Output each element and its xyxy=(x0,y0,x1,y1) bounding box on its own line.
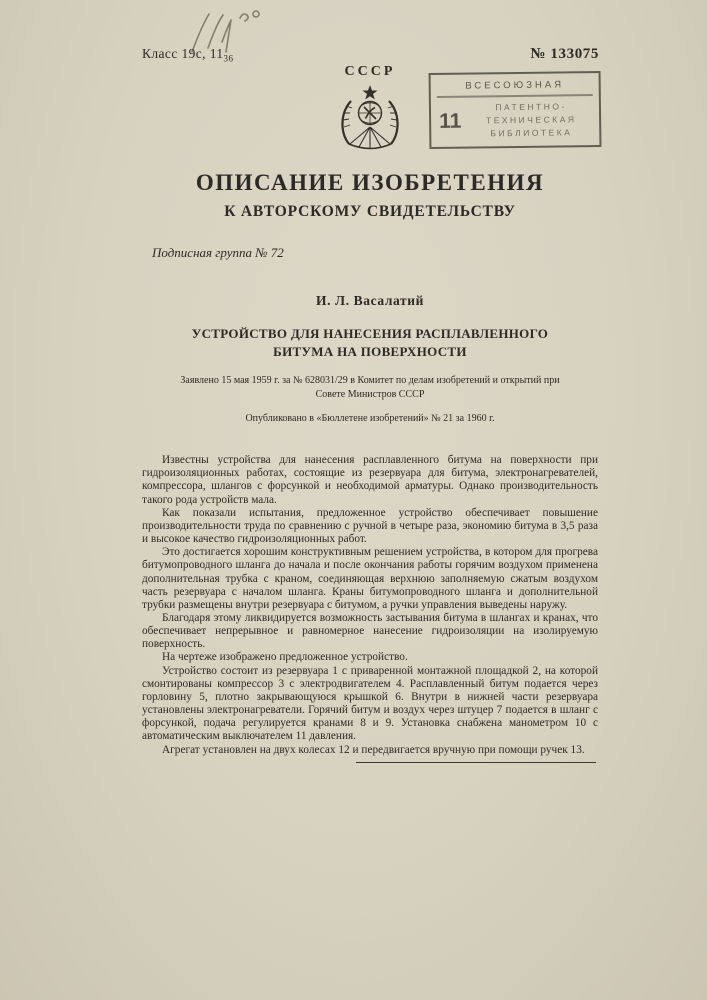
publication-info: Опубликовано в «Бюллетене изобретений» № 21 за 1960 г. xyxy=(245,413,495,425)
document-title: ОПИСАНИЕ ИЗОБРЕТЕНИЯ xyxy=(195,170,545,195)
paragraph: Устройство состоит из резервуара 1 с приваренной монтажной площадкой 2, на которой смонтированы компрессор 3 с электродвигателем 4. Расплавленный битум подается через горловину 5, плотно закрывающуюся крышкой 6. Внутри в нижней части резервуара установлены электронагреватели. Горячий битум и воздух через штуцер 7 подается в шланг с форсункой, подача регулируется кранами 8 и 9. Установка снабжена манометром 10 с автоматическим выключателем 11 давления. xyxy=(142,664,598,743)
patent-body xyxy=(142,454,598,757)
document-content xyxy=(142,0,598,763)
stamp-line: ТЕХНИЧЕСКАЯ xyxy=(485,114,577,126)
stamp-number: 11 xyxy=(438,109,462,133)
subscription-group: Подписная группа № 72 xyxy=(152,245,284,260)
paragraph: Благодаря этому ликвидируется возможность застывания битума в шлангах и кранах, что обеспечивает непрерывное и равномерное нанесение гидроизоляции на изолируемую поверхность. xyxy=(142,611,598,651)
invention-title: УСТРОЙСТВО ДЛЯ НАНЕСЕНИЯ РАСПЛАВЛЕННОГО БИТУМА НА ПОВЕРХНОСТИ xyxy=(191,326,549,359)
paragraph: Агрегат установлен на двух колесах 12 и передвигается вручную при помощи ручек 13. xyxy=(162,743,585,756)
paragraph: Известны устройства для нанесения расплавленного битума на поверхности при гидроизоляционных работах, состоящие из резервуара для битума, электронагревателей, компрессора, шлангов с форсункой и необходимой арматуры. Однако производительность такого рода устройств мала. xyxy=(142,454,598,506)
filing-info: Заявлено 15 мая 1959 г. за № 628031/29 в Комитет по делам изобретений и открытий при Совете Министров СССР xyxy=(180,375,560,401)
patent-class-text: Класс 19с, 11 xyxy=(142,46,224,61)
stamp-line: ВСЕСОЮЗНАЯ xyxy=(437,76,593,98)
stamp-line: БИБЛИОТЕКА xyxy=(490,127,573,139)
paragraph: На чертеже изображено предложенное устройство. xyxy=(162,651,408,664)
document-subtitle: К АВТОРСКОМУ СВИДЕТЕЛЬСТВУ xyxy=(224,203,516,220)
paragraph: Это достигается хорошим конструктивным решением устройства, в котором для прогрева битумопроводного шланга до начала и после окончания работы горячим воздухом применена дополнительная трубка с краном, соединяющая верхнюю заполняемую сжатым воздухом часть резервуара с началом шланга. Краны битумопроводного шланга и дополнительной трубки размещены внутри резервуара с битумом, а ручки управления выведены наружу. xyxy=(142,546,598,611)
patent-class-subscript: 36 xyxy=(223,53,234,64)
country-label: СССР xyxy=(344,64,396,79)
stamp-line: ПАТЕНТНО- xyxy=(495,101,567,113)
author-name: И. Л. Васалатий xyxy=(315,293,424,308)
end-divider xyxy=(356,762,596,763)
patent-number: № 133075 xyxy=(530,46,599,62)
paragraph: Как показали испытания, предложенное устройство обеспечивает повышение производительности труда по сравнению с ручной в четыре раза, экономию битума в 3,5 раза и высокое качество гидроизоляционных работ. xyxy=(142,506,598,546)
